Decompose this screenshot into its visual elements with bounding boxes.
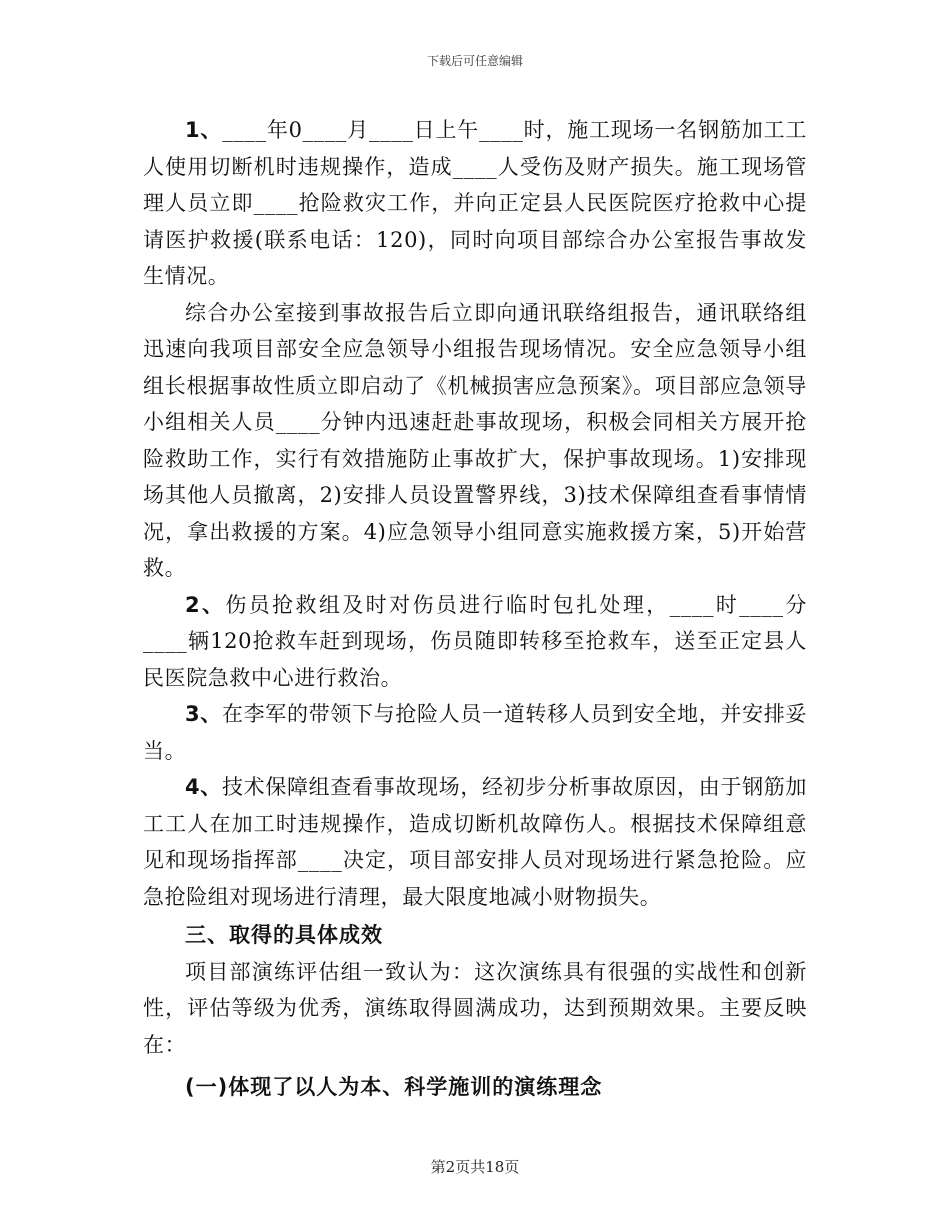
sub-heading: (一)体现了以人为本、科学施训的演练理念 [185, 1075, 603, 1099]
page-footer: 第2页共18页 [430, 1158, 520, 1176]
paragraph-3 [143, 587, 807, 697]
paragraph-text: ____年0____月____日上午____时，施工现场一名钢筋加工工人使用切断机时违规操作，造成____人受伤及财产损失。施工现场管理人员立即____抢险救灾工作，并向正定县人民医院医疗抢救中心提请医护救援(联系电话：120)，同时向项目部综合办公室报告事故发生情况。 [143, 118, 808, 288]
item-number: 2、 [185, 592, 226, 617]
section-heading: 三、取得的具体成效 [185, 923, 383, 947]
item-number: 4、 [185, 775, 222, 799]
document-body [143, 112, 807, 1106]
section-paragraph: 项目部演练评估组一致认为：这次演练具有很强的实战性和创新性，评估等级为优秀，演练取得圆满成功，达到预期效果。主要反映在： [143, 959, 807, 1057]
paragraph-text: 伤员抢救组及时对伤员进行临时包扎处理，____时____分____辆120抢救车赶到现场，伤员随即转移至抢救车，送至正定县人民医院急救中心进行救治。 [143, 592, 808, 690]
paragraph-text: 在李军的带领下与抢险人员一道转移人员到安全地，并安排妥当。 [143, 702, 808, 763]
paragraph-2 [143, 295, 807, 587]
item-number: 3、 [185, 702, 222, 726]
page-header: 下载后可任意编辑 [426, 54, 523, 68]
item-number: 1、 [185, 118, 223, 142]
paragraph-5 [143, 769, 807, 915]
paragraph-1 [143, 112, 807, 295]
paragraph-text: 综合办公室接到事故报告后立即向通讯联络组报告，通讯联络组迅速向我项目部安全应急领导小组报告现场情况。安全应急领导小组组长根据事故性质立即启动了《机械损害应急预案》。项目部应急领导小组相关人员____分钟内迅速赶赴事故现场，积极会同相关方展开抢险救助工作，实行有效措施防止事故扩大，保护事故现场。1)安排现场其他人员撤离，2)安排人员设置警界线，3)技术保障组查看事情情况，拿出救援的方案。4)应急领导小组同意实施救援方案，5)开始营救。 [143, 300, 807, 580]
paragraph-text: 技术保障组查看事故现场，经初步分析事故原因，由于钢筋加工工人在加工时违规操作，造成切断机故障伤人。根据技术保障组意见和现场指挥部____决定，项目部安排人员对现场进行紧急抢险。应急抢险组对现场进行清理，最大限度地减小财物损失。 [143, 775, 808, 909]
paragraph-4 [143, 696, 807, 769]
